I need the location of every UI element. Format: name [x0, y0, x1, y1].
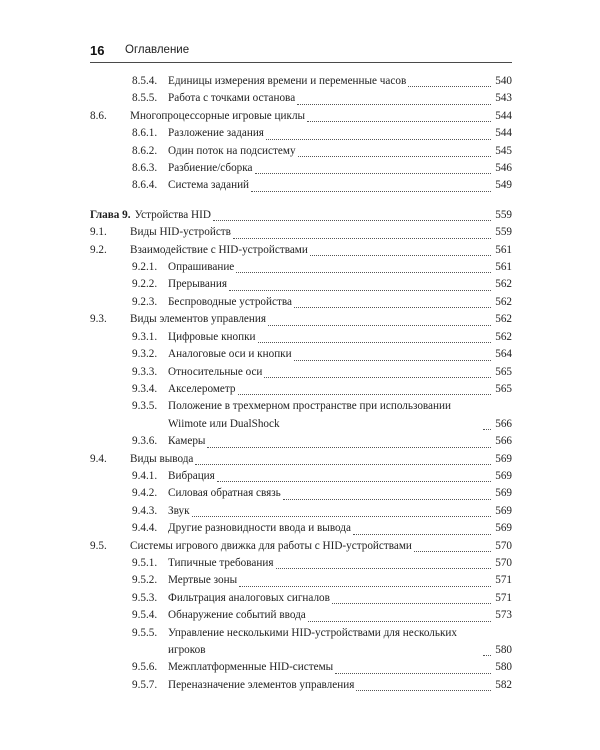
toc-entry-page: 564	[495, 348, 512, 361]
toc-entry-page: 544	[495, 109, 512, 122]
toc-entry-title: Типичные требования	[168, 556, 274, 569]
dot-leader	[238, 393, 492, 395]
dot-leader	[255, 172, 491, 174]
dot-leader	[264, 376, 491, 378]
toc-entry-number: 8.6.	[90, 109, 107, 122]
toc-entry-page: 545	[495, 144, 512, 157]
toc-entry-number: 9.5.6.	[132, 661, 158, 674]
toc-entry[interactable]	[90, 224, 512, 241]
dot-leader	[266, 138, 491, 140]
dot-leader	[217, 480, 491, 482]
dot-leader	[414, 550, 491, 552]
dot-leader	[356, 689, 491, 691]
toc-entry-number: 9.4.2.	[132, 487, 158, 500]
toc-entry[interactable]	[90, 555, 512, 572]
toc-entry-title: Обнаружение событий ввода	[168, 609, 306, 622]
toc-entry-number: 9.3.4.	[132, 382, 158, 395]
toc-entry-page: 562	[495, 295, 512, 308]
toc-entry-title: Камеры	[168, 435, 206, 448]
dot-leader	[233, 237, 491, 239]
dot-leader	[239, 585, 491, 587]
toc-entry[interactable]	[90, 346, 512, 363]
toc-entry-page: 562	[495, 278, 512, 291]
toc-entry[interactable]	[90, 73, 512, 90]
toc-entry-number: 9.3.6.	[132, 435, 158, 448]
toc-entry-page: 570	[495, 539, 512, 552]
toc-entry-page: 543	[495, 92, 512, 105]
toc-entry-title: Относительные оси	[168, 365, 263, 378]
toc-entry-title: Аналоговые оси и кнопки	[168, 348, 292, 361]
dot-leader	[258, 341, 492, 343]
toc-entry-number: Глава 9.	[90, 208, 131, 221]
toc-entry-title: Мертвые зоны	[168, 574, 238, 587]
toc-entry[interactable]	[90, 398, 512, 433]
dot-leader	[192, 515, 491, 517]
toc-entry-page: 565	[495, 382, 512, 395]
toc-entry-page: 546	[495, 162, 512, 175]
dot-leader	[236, 271, 491, 273]
toc-entry-number: 9.5.3.	[132, 591, 158, 604]
toc-entry-number: 9.4.	[90, 452, 107, 465]
toc-entry[interactable]	[90, 143, 512, 160]
toc-entry-title: Разбиение/сборка	[168, 162, 253, 175]
toc-entry-page: 566	[495, 417, 512, 430]
toc-entry-title: Межплатформенные HID-системы	[168, 661, 334, 674]
toc-entry[interactable]	[90, 659, 512, 676]
dot-leader	[251, 190, 491, 192]
toc-entry-title: Виды элементов управления	[130, 313, 266, 326]
toc-entry-page: 562	[495, 330, 512, 343]
toc-entry[interactable]	[90, 468, 512, 485]
toc-entry-page: 561	[495, 261, 512, 274]
dot-leader	[353, 533, 491, 535]
toc-entry-page: 573	[495, 609, 512, 622]
toc-entry-page: 565	[495, 365, 512, 378]
toc-entry-number: 9.5.7.	[132, 678, 158, 691]
dot-leader	[276, 567, 492, 569]
toc-entry-number: 9.3.5.	[132, 400, 158, 413]
toc-entry-title: Вибрация	[168, 469, 215, 482]
toc-entry[interactable]	[90, 451, 512, 468]
dot-leader	[298, 155, 491, 157]
toc-entry-title: Управление несколькими HID-устройствами для нескольких игроков	[168, 626, 457, 656]
toc-entry-page: 570	[495, 556, 512, 569]
toc-entry-title: Опрашивание	[168, 261, 235, 274]
toc-entry-number: 9.3.2.	[132, 348, 158, 361]
toc-entry-number: 9.5.5.	[132, 626, 158, 639]
toc-entry-number: 9.4.1.	[132, 469, 158, 482]
toc-entry[interactable]	[90, 677, 512, 694]
toc-entry-page: 559	[495, 208, 512, 221]
dot-leader	[308, 620, 491, 622]
toc-entry[interactable]	[90, 108, 512, 125]
toc-entry-page: 569	[495, 522, 512, 535]
toc-entry[interactable]	[90, 311, 512, 328]
toc-entry-title: Положение в трехмерном пространстве при использовании Wiimote или DualShock	[168, 400, 451, 430]
toc-entry-number: 8.6.3.	[132, 162, 158, 175]
toc-entry-number: 9.2.2.	[132, 278, 158, 291]
toc-entry-title: Один поток на подсистему	[168, 144, 296, 157]
toc-entry-number: 9.5.1.	[132, 556, 158, 569]
toc-entry-number: 8.5.5.	[132, 92, 158, 105]
toc-entry-number: 9.5.	[90, 539, 107, 552]
toc-entry-page: 566	[495, 435, 512, 448]
toc-entry-number: 9.4.3.	[132, 504, 158, 517]
toc-entry-number: 9.4.4.	[132, 522, 158, 535]
toc-entry-page: 569	[495, 504, 512, 517]
toc-entry-title: Переназначение элементов управления	[168, 678, 355, 691]
toc-entry[interactable]	[90, 90, 512, 107]
toc-entry-number: 9.5.4.	[132, 609, 158, 622]
toc-entry-page: 569	[495, 452, 512, 465]
toc-entry[interactable]	[90, 259, 512, 276]
dot-leader	[294, 359, 491, 361]
toc-entry-page: 549	[495, 179, 512, 192]
toc-entry-title: Системы игрового движка для работы с HID-устройствами	[130, 539, 412, 552]
toc-entry-number: 9.3.	[90, 313, 107, 326]
toc-entry-page: 580	[495, 661, 512, 674]
toc-entry-page: 562	[495, 313, 512, 326]
table-of-contents	[90, 73, 512, 694]
toc-entry[interactable]	[90, 590, 512, 607]
toc-entry-title: Фильтрация аналоговых сигналов	[168, 591, 330, 604]
dot-leader	[335, 672, 491, 674]
toc-entry[interactable]	[90, 503, 512, 520]
toc-entry-page: 569	[495, 487, 512, 500]
toc-entry-page: 540	[495, 75, 512, 87]
dot-leader	[195, 463, 491, 465]
toc-entry-number: 8.5.4.	[132, 75, 158, 87]
toc-entry-page: 582	[495, 678, 512, 691]
toc-entry-title: Работа с точками останова	[168, 92, 296, 105]
toc-entry-title: Силовая обратная связь	[168, 487, 281, 500]
toc-entry-title: Устройства HID	[134, 208, 211, 221]
toc-entry-title: Цифровые кнопки	[168, 330, 256, 343]
toc-entry[interactable]	[90, 381, 512, 398]
dot-leader	[283, 498, 491, 500]
toc-entry-number: 9.3.1.	[132, 330, 158, 343]
dot-leader	[213, 219, 491, 221]
toc-chapter-entry[interactable]	[90, 207, 512, 224]
toc-entry[interactable]	[90, 160, 512, 177]
toc-entry[interactable]	[90, 607, 512, 624]
running-title: Оглавление	[125, 44, 190, 56]
dot-leader	[307, 120, 491, 122]
toc-entry-page: 559	[495, 226, 512, 239]
toc-entry-page: 561	[495, 243, 512, 256]
dot-leader	[483, 654, 491, 656]
toc-entry[interactable]	[90, 125, 512, 142]
toc-entry-number: 9.2.	[90, 243, 107, 256]
toc-entry-page: 544	[495, 127, 512, 140]
toc-entry[interactable]	[90, 485, 512, 502]
toc-entry-title: Виды HID-устройств	[130, 226, 231, 239]
toc-entry[interactable]	[90, 625, 512, 660]
page-number: 16	[90, 43, 105, 58]
toc-entry-title: Система заданий	[168, 179, 250, 192]
toc-entry[interactable]	[90, 572, 512, 589]
toc-entry[interactable]	[90, 329, 512, 346]
dot-leader	[268, 324, 491, 326]
dot-leader	[483, 428, 491, 430]
dot-leader	[297, 103, 491, 105]
toc-entry-title: Акселерометр	[168, 382, 236, 395]
toc-entry-number: 9.5.2.	[132, 574, 158, 587]
toc-entry-title: Многопроцессорные игровые циклы	[130, 109, 306, 122]
toc-entry-title: Единицы измерения времени и переменные часов	[168, 75, 407, 87]
toc-entry-number: 9.2.3.	[132, 295, 158, 308]
toc-entry-title: Взаимодействие с HID-устройствами	[130, 243, 308, 256]
toc-entry-title: Прерывания	[168, 278, 227, 291]
toc-entry-page: 571	[495, 591, 512, 604]
toc-entry-number: 9.2.1.	[132, 261, 158, 274]
toc-entry-page: 571	[495, 574, 512, 587]
toc-entry[interactable]	[90, 538, 512, 555]
toc-entry-number: 8.6.2.	[132, 144, 158, 157]
dot-leader	[207, 446, 491, 448]
toc-entry-title: Беспроводные устройства	[168, 295, 292, 308]
toc-entry-number: 9.1.	[90, 226, 107, 239]
toc-entry-page: 580	[495, 644, 512, 656]
dot-leader	[229, 289, 491, 291]
dot-leader	[294, 306, 491, 308]
toc-entry-title: Другие разновидности ввода и вывода	[168, 522, 351, 535]
toc-entry[interactable]	[90, 276, 512, 293]
toc-entry[interactable]	[90, 177, 512, 194]
dot-leader	[408, 85, 491, 87]
toc-entry[interactable]	[90, 294, 512, 311]
toc-entry[interactable]	[90, 433, 512, 450]
toc-entry[interactable]	[90, 242, 512, 259]
toc-entry-title: Виды вывода	[130, 452, 194, 465]
toc-entry-number: 9.3.3.	[132, 365, 158, 378]
toc-entry-number: 8.6.1.	[132, 127, 158, 140]
toc-entry-number: 8.6.4.	[132, 179, 158, 192]
toc-entry[interactable]	[90, 364, 512, 381]
toc-entry-page: 569	[495, 469, 512, 482]
page-header	[90, 40, 512, 63]
toc-entry-title: Звук	[168, 504, 190, 517]
toc-entry[interactable]	[90, 520, 512, 537]
toc-entry-title: Разложение задания	[168, 127, 264, 140]
dot-leader	[332, 602, 491, 604]
dot-leader	[310, 254, 491, 256]
